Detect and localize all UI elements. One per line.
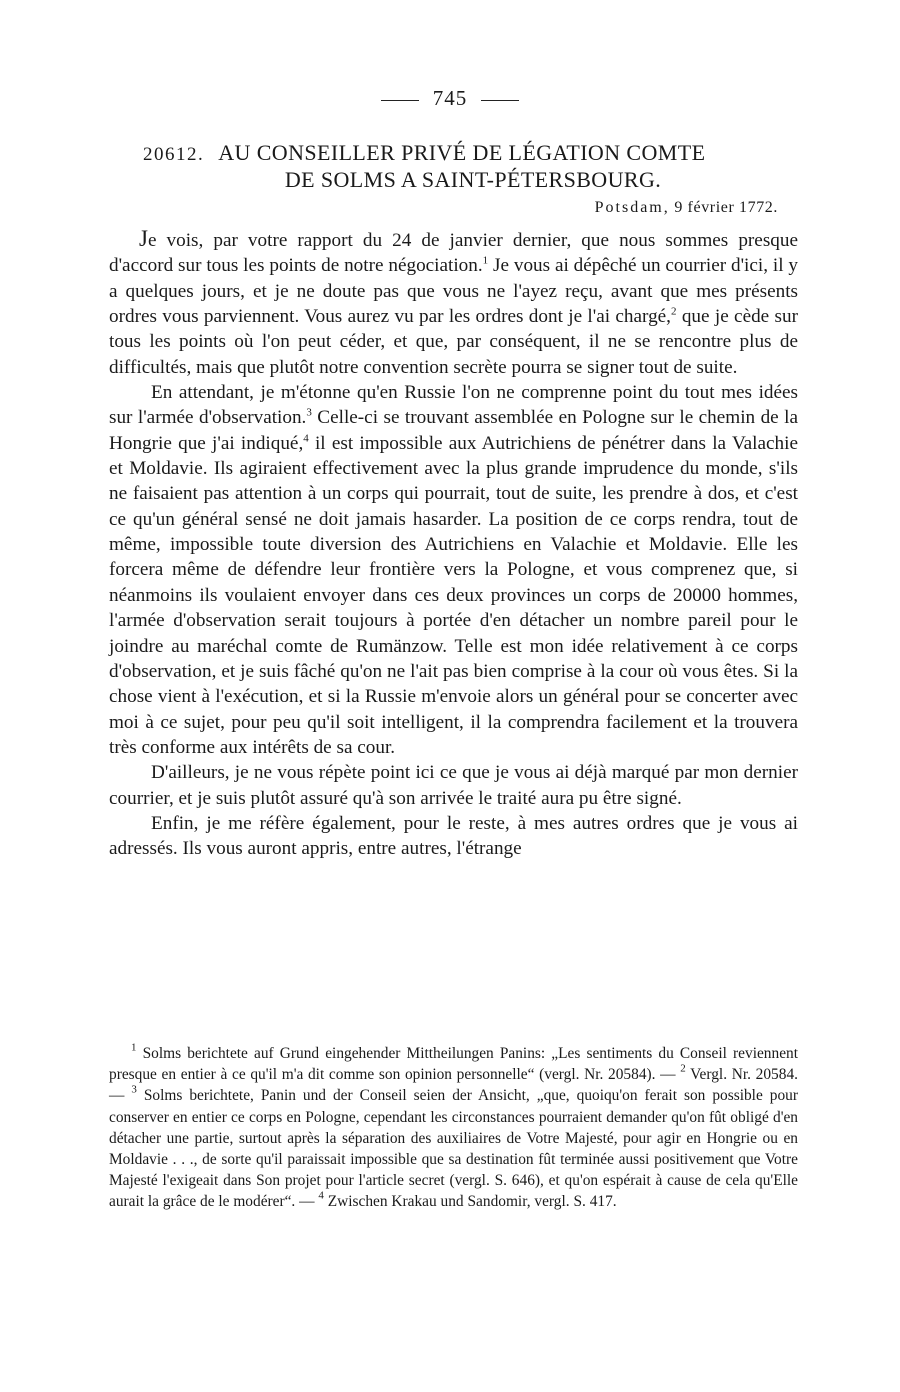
paragraph-1-initial: J [139, 226, 148, 251]
paragraph-1-text-b: Je vous ai dépêché un courrier d'ici, il y a quelques jours, et je ne doute pas que vous ne l'ayez reçu, avant que mes présents ordres vous parviennent. Vous aurez vu par les ordres dont je l'ai chargé, [109, 255, 798, 328]
page-number-rule-right [481, 100, 519, 101]
paragraph-3: D'ailleurs, je ne vous répète point ici ce que je vous ai déjà marqué par mon dernier courrier, et je suis plutôt assuré qu'à son arrivée le traité aura pu être signé. [109, 762, 798, 809]
footnote-mark-1: 1 [131, 1041, 137, 1054]
page-number-value: 745 [432, 86, 468, 110]
heading-line-2: DE SOLMS A SAINT-PÉTERSBOURG. [284, 167, 662, 192]
footnote-ref-3: 3 [306, 406, 312, 419]
paragraph-2-text-c: il est impossible aux Autrichiens de pénétrer dans la Valachie et Moldavie. Ils agiraient effectivement avec la plus grande imprudence du monde, s'ils ne faisaient pas attention à un corps qui pourrait, tout de suite, les prendre à dos, et c'est ce qu'un général sensé ne doit jamais hasarder. La position de ce corps rendra, tout de même, impossible toute diversion des Autrichiens en Valachie et Moldavie. Elle les forcera même de défendre leur frontière vers la Pologne, et vous comprenez que, si néanmoins ils voulaient envoyer dans ces deux provinces un corps de 20000 hommes, l'armée d'observation serait toujours à portée d'en détacher un nombre pareil pour le joindre au maréchal comte de Rumänzow. Telle est mon idée relativement à ce corps d'observation, et je suis fâché qu'on ne l'ait pas bien comprise à la cour où vous êtes. Si la chose vient à l'exécution, et si la Russie m'envoie alors un général pour se concerter avec moi à ce sujet, pour peu qu'il soit intelligent, il la comprendra facilement et la trouvera très conforme aux intérêts de sa cour. [109, 432, 798, 758]
footnote-1-text: Solms berichtete auf Grund eingehender Mittheilungen Panins: „Les sentiments du Conseil reviennent presque en entier à ce qu'il m'a dit comme son opinion personnelle“ (vergl. Nr. 20584). — [109, 1045, 798, 1084]
letter-body [109, 226, 798, 862]
footnote-4-text: Zwischen Krakau und Sandomir, vergl. S. 417. [323, 1193, 617, 1211]
footnote-2-text: Vergl. Nr. 20584. — [109, 1066, 798, 1105]
footnotes [109, 1043, 798, 1213]
paragraph-2 [109, 380, 798, 760]
footnote-mark-3: 3 [131, 1083, 137, 1096]
paragraph-2-text-a: En attendant, je m'étonne qu'en Russie l'on ne comprenne point du tout mes idées sur l'armée d'observation. [109, 382, 798, 429]
heading-line-1: AU CONSEILLER PRIVÉ DE LÉGATION COMTE [218, 140, 706, 165]
paragraph-2-text-b: Celle-ci se trouvant assemblée en Pologne sur le chemin de la Hongrie que j'ai indiqué, [109, 407, 798, 454]
footnote-ref-2: 2 [670, 305, 677, 318]
footnote-mark-4: 4 [318, 1189, 324, 1202]
footnote-ref-4: 4 [303, 432, 309, 445]
paragraph-1 [109, 226, 798, 380]
letter-number: 20612. [143, 144, 205, 165]
page-number-rule-left [381, 100, 419, 101]
dateline [595, 199, 778, 217]
page-number [0, 86, 900, 111]
footnote-3-text: Solms berichtete, Panin und der Conseil seien der Ansicht, „que, quoiqu'on ferait son possible pour conserver en entier ce corps en Pologne, cependant les circonstances pourraient demander qu'on fût obligé d'en détacher une partie, surtout après la séparation des auxiliaires de Votre Majesté, pour agir en Hongrie ou en Moldavie . . ., de sorte qu'il paraissait impossible que sa destination fût terminée aussi positivement que Votre Majesté l'exigeait dans Son projet pour l'article secret (vergl. S. 646), et qu'on espérait à cause de cela qu'Elle aurait la grâce de le modérer“. — [109, 1087, 798, 1211]
paragraph-1-text-a: e vois, par votre rapport du 24 de janvier dernier, que nous sommes presque d'accord sur tous les points de notre négociation. [109, 230, 798, 277]
paragraph-4: Enfin, je me réfère également, pour le reste, à mes autres ordres que je vous ai adressés. Ils vous auront appris, entre autres, l'étrange [109, 812, 798, 860]
paragraph-1-text-c: que je cède sur tous les points où l'on peut céder, et que, par conséquent, il ne se rencontre plus de difficultés, mais que plutôt notre convention secrète pourra se signer tout de suite. [109, 306, 798, 378]
footnotes-paragraph [109, 1043, 798, 1213]
footnote-mark-2: 2 [680, 1062, 686, 1075]
letter-heading [143, 140, 783, 192]
dateline-place: Potsdam, [594, 199, 670, 216]
dateline-date: 9 février 1772. [674, 199, 778, 216]
footnote-ref-1: 1 [482, 254, 489, 267]
